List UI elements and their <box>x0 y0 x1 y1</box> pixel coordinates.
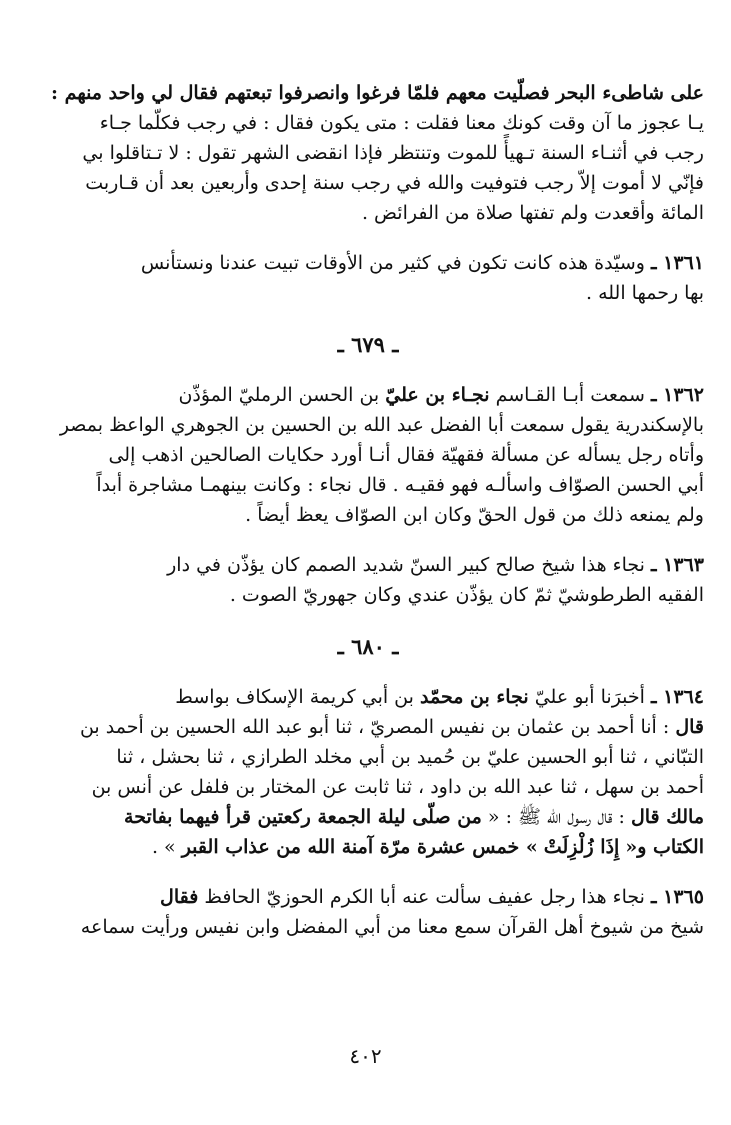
text-line <box>32 380 704 410</box>
text-line <box>32 712 704 742</box>
quran-quote: إِذَا زُلْزِلَتْ <box>543 836 620 858</box>
text-line <box>32 882 704 912</box>
entry-number: ١٣٦٥ ـ <box>650 886 704 908</box>
hadith-text: الكتاب و« <box>625 836 704 858</box>
text-span: : أنا أحمد بن عثمان بن نفيس المصريّ ، ثنا أبو عبد الله الحسين بن أحمد بن <box>79 716 670 738</box>
text-line: فإنّي لا أموت إلاّ رجب فتوفيت والله في رجب سنة إحدى وأربعين بعد أن قـاربت <box>85 172 704 194</box>
name-highlight: نجاء بن محمّد <box>419 686 529 708</box>
text-span: نجاء هذا رجل عفيف سألت عنه أبا الكرم الحوزيّ الحافظ <box>204 886 645 908</box>
hadith-text: » خمس عشرة مرّة آمنة الله من عذاب القبر <box>181 836 538 858</box>
text-line: وأتاه رجل يسأله عن مسألة فقهيّة فقال أنـا أورد حكايات الصالحين اذهب إلى <box>108 444 704 466</box>
text-span: فقال <box>160 886 199 908</box>
text-span: قال <box>675 716 704 738</box>
text-span: سمعت أبـا القـاسم <box>495 384 645 406</box>
text-span: مالك قال <box>630 806 704 828</box>
text-line: المائة وأقعدت ولم تفتها صلاة من الفرائض . <box>361 202 704 224</box>
paragraph-1363 <box>32 550 704 610</box>
text-span: : قال رسول الله ﷺ : « <box>487 806 625 828</box>
text-line: الفقيه الطرطوشيّ ثمّ كان يؤذّن عندي وكان جهوريّ الصوت . <box>229 584 704 606</box>
text-line <box>32 832 704 862</box>
text-line <box>32 248 704 278</box>
text-line: التبّاني ، ثنا أبو الحسين عليّ بن حُميد بن أبي مخلد الطرازي ، ثنا بحشل ، ثنا <box>116 746 704 768</box>
text-span: » . <box>151 836 176 858</box>
paragraph-1364 <box>32 682 704 862</box>
text-line: ولم يمنعه ذلك من قول الحقّ وكان ابن الصوّاف يعظ أيضاً . <box>245 504 704 526</box>
name-highlight: نجـاء بن عليّ <box>385 384 490 406</box>
paragraph-1362 <box>32 380 704 530</box>
paragraph-1365 <box>32 882 704 942</box>
text-line: أبي الحسن الصوّاف واسألـه فهو فقيـه . قال نجاء : وكانت بينهمـا مشاجرة أبداً <box>96 474 704 496</box>
text-line <box>32 682 704 712</box>
text-line: على شاطىء البحر فصلّيت معهم فلمّا فرغوا وانصرفوا تبعتهم فقال لي واحد منهم : <box>51 82 704 104</box>
text-span: بن الحسن الرمليّ المؤذّن <box>178 384 380 406</box>
entry-number: ١٣٦٣ ـ <box>650 554 704 576</box>
paragraph-continuation <box>32 78 704 228</box>
text-line: يـا عجوز ما آن وقت كونك معنا فقلت : متى يكون فقال : في رجب فكلّما جـاء <box>99 112 704 134</box>
section-heading: ـ ٦٧٩ ـ <box>337 332 399 357</box>
text-span: أخبرَنا أبو عليّ <box>534 686 645 708</box>
text-line: شيخ من شيوخ أهل القرآن سمع معنا من أبي المفضل وابن نفيس ورأيت سماعه <box>80 916 704 938</box>
text-line <box>32 802 704 832</box>
page-number: ٤٠٢ <box>349 1044 382 1068</box>
text-span: وسيّدة هذه كانت تكون في كثير من الأوقات تبيت عندنا ونستأنس <box>140 252 645 274</box>
text-line: رجب في أثنـاء السنة تـهيأً للموت وتنتظر فإذا انقضى الشهر تقول : لا تـتاقلوا بي <box>82 142 704 164</box>
text-line: بالإسكندرية يقول سمعت أبا الفضل عبد الله بن الحسين بن الجوهري الواعظ بمصر <box>59 414 704 436</box>
hadith-text: من صلّى ليلة الجمعة ركعتين قرأ فيهما بفاتحة <box>124 806 482 828</box>
text-span: بن أبي كريمة الإسكاف بواسط <box>175 686 414 708</box>
paragraph-1361 <box>32 248 704 308</box>
entry-number: ١٣٦١ ـ <box>650 252 704 274</box>
entry-number: ١٣٦٢ ـ <box>650 384 704 406</box>
section-heading: ـ ٦٨٠ ـ <box>337 634 399 659</box>
text-span: نجاء هذا شيخ صالح كبير السنّ شديد الصمم كان يؤذّن في دار <box>167 554 645 576</box>
text-line <box>32 550 704 580</box>
text-line: بها رحمها الله . <box>586 282 704 304</box>
entry-number: ١٣٦٤ ـ <box>650 686 704 708</box>
page-body <box>32 78 704 942</box>
text-line: أحمد بن سهل ، ثنا عبد الله بن داود ، ثنا ثابت عن المختار بن فلفل عن أنس بن <box>91 776 704 798</box>
